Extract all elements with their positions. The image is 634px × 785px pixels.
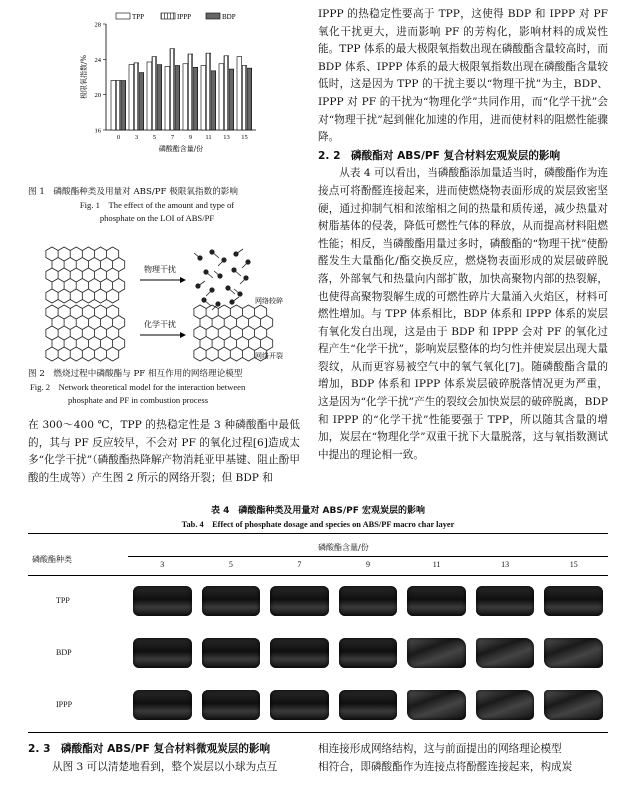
label-fragile: 网络较碎 xyxy=(255,297,283,305)
char-layer-photo xyxy=(476,586,535,616)
bar-tpp xyxy=(237,57,242,130)
x-axis-label: 磷酸酯含量/份 xyxy=(158,145,204,153)
legend-swatch xyxy=(116,13,130,19)
bar-bdp xyxy=(193,67,198,130)
right-column-text xyxy=(318,6,608,464)
x-tick-label: 0 xyxy=(116,134,121,141)
y-tick-label: 16 xyxy=(94,127,101,135)
char-layer-photo xyxy=(407,690,466,720)
char-layer-photo xyxy=(133,690,192,720)
table-row-label: TPP xyxy=(56,596,70,605)
table-column-label: 15 xyxy=(569,560,578,569)
table-body xyxy=(28,576,608,732)
legend-swatch xyxy=(206,13,220,19)
bar-tpp xyxy=(147,62,152,130)
table-col-header: 磷酸酯含量/份 xyxy=(318,543,369,552)
figure-1-caption-en-2: phosphate on the LOI of ABS/PF xyxy=(99,213,215,223)
figure-1-caption-en-1: Fig. 1 The effect of the amount and type of xyxy=(79,200,235,210)
bar-bdp xyxy=(229,69,234,130)
bar-ippp xyxy=(116,81,121,130)
figure-2-caption-en-2: phosphate and PF in combustion process xyxy=(68,395,209,405)
bar-ippp xyxy=(170,49,175,130)
table-row-label: IPPP xyxy=(56,700,73,709)
bar-bdp xyxy=(121,81,126,130)
section-heading-2-3: 2. 3 磷酸酯对 ABS/PF 复合材料微观炭层的影响 xyxy=(28,743,271,755)
legend-label: IPPP xyxy=(177,13,192,21)
table-column-label: 7 xyxy=(297,560,302,569)
x-tick-label: 5 xyxy=(152,134,157,141)
y-tick-label: 20 xyxy=(94,92,101,100)
bar-bdp xyxy=(247,68,252,130)
bar-bdp xyxy=(175,66,180,130)
bar-tpp xyxy=(111,81,116,130)
table-row-label: BDP xyxy=(56,648,72,657)
bar-ippp xyxy=(224,56,229,130)
bar-bdp xyxy=(157,65,162,130)
y-axis-label: 极限氧指数/% xyxy=(80,54,88,100)
bar-tpp xyxy=(219,64,224,130)
bar-ippp xyxy=(206,53,211,130)
paragraph: 从表 4 可以看出，当磷酸酯添加量适当时，磷酸酯作为连接点可将酚醛连接起来，进而使燃烧物表面形成的炭层致密坚硬，通过抑制气相和浓缩相之间的热量和质传递，减少热量对树脂基体的侵袭，降低可燃性气体的释放，从而提高材料阻燃性能；相反，当磷酸酯用量过多时，磷酸酯的“物理干扰”使酚醛发生大量酯化/酯交换反应，燃烧物表面形成的炭层破碎脱落，外部氧气和热量向内部扩散，加快高聚物内部的热裂解，也使得高聚物裂解生成的可燃性碎片大量涌入火焰区，材料可燃性增加。与 TPP 体系相比，BDP 体系和 IPPP 体系的炭层有氧化发白出现，这是由于 BDP 和 IPPP 会对 PF 的氧化过程产生“化学干扰”，影响炭层整体的均匀性并使炭层出现大量裂纹，从而更容易被空气中的氧气氧化[7]。随磷酸酯含量的增加，BDP 体系和 IPPP 体系炭层破碎脱落情况更为严重，这是因为“化学干扰”产生的裂纹会加快炭层的破碎脱离，BDP 和 IPPP 的“化学干扰”性能要强于 TPP，所以随其含量的增加，炭层在“物理化学”双重干扰下大量脱落，这与氧指数测试中提出的理论相一致。 xyxy=(318,167,608,461)
bar-tpp xyxy=(183,64,188,130)
char-layer-photo xyxy=(407,638,466,668)
label-open: 网络开裂 xyxy=(255,352,283,360)
x-tick-label: 11 xyxy=(205,134,212,141)
char-layer-photo xyxy=(476,638,535,668)
bar-bdp xyxy=(211,71,216,130)
legend-label: BDP xyxy=(222,13,236,21)
char-layer-photo xyxy=(339,638,398,668)
paragraph: 从图 3 可以清楚地看到，整个炭层以小球为点互 xyxy=(52,761,278,773)
char-layer-photo xyxy=(202,586,261,616)
char-layer-photo xyxy=(202,690,261,720)
figure-1-caption xyxy=(28,186,286,225)
loi-bar-chart xyxy=(38,10,268,160)
paragraph: IPPP 的热稳定性要高于 TPP，这使得 BDP 和 IPPP 对 PF 氧化干扰更大，进而影响 PF 的芳构化，影响材料的成炭性能。TPP 体系的最大极限氧指数出现在磷酸酯含量较高时，而 BDP 体系、IPPP 体系的最大极限氧指数出现在磷酸酯含量较低时，这是因为 TPP 的干扰主要以“物理干扰”为主，BDP、IPPP 对 PF 的干扰为“物理化学”共同作用，而“化学干扰”会对“物理干扰”起到催化加速的作用，进而使材料的阻燃性能骤降。 xyxy=(318,8,608,144)
table-column-label: 13 xyxy=(501,560,510,569)
arrow-head-icon xyxy=(180,277,186,283)
left-column-text xyxy=(28,417,300,487)
figure-2-caption xyxy=(28,368,298,407)
figure-2-caption-en-1: Fig. 2 Network theoretical model for the interaction between xyxy=(30,382,246,392)
label-physical: 物理干扰 xyxy=(144,265,176,274)
paragraph: 相符合，即磷酸酯作为连接点将酚醛连接起来，构成炭 xyxy=(318,761,573,773)
char-layer-photo xyxy=(270,638,329,668)
label-chemical: 化学干扰 xyxy=(144,320,176,329)
fragmented-network xyxy=(194,249,250,310)
table-4 xyxy=(28,533,608,733)
char-layer-photo xyxy=(202,638,261,668)
figure-2 xyxy=(40,240,300,365)
table-column-labels xyxy=(128,560,608,574)
x-tick-label: 9 xyxy=(188,134,193,141)
char-layer-photo xyxy=(339,586,398,616)
table-column-label: 3 xyxy=(160,560,165,569)
x-tick-label: 3 xyxy=(134,134,139,141)
figure-1-caption-cn: 图 1 磷酸酯种类及用量对 ABS/PF 极限氧指数的影响 xyxy=(28,187,238,197)
char-layer-photo xyxy=(133,638,192,668)
paragraph: 相连接形成网络结构，这与前面提出的网络理论模型 xyxy=(318,743,562,755)
bar-ippp xyxy=(242,66,247,130)
y-tick-label: 24 xyxy=(94,56,101,64)
table-title-en: Tab. 4 Effect of phosphate dosage and species on ABS/PF macro char layer xyxy=(181,520,455,529)
char-layer-photo xyxy=(270,586,329,616)
char-layer-photo xyxy=(270,690,329,720)
char-layer-photo xyxy=(339,690,398,720)
bar-ippp xyxy=(188,54,193,130)
table-title-cn: 表 4 磷酸酯种类及用量对 ABS/PF 宏观炭层的影响 xyxy=(210,506,425,516)
table-column-label: 9 xyxy=(365,560,370,569)
char-layer-photo xyxy=(133,586,192,616)
figure-1 xyxy=(38,10,268,160)
bar-tpp xyxy=(201,66,206,130)
hex-network-bottom xyxy=(46,305,125,361)
char-layer-photo xyxy=(544,638,603,668)
table-column-label: 5 xyxy=(228,560,233,569)
char-layer-photo xyxy=(407,586,466,616)
section-heading-2-2: 2. 2 磷酸酯对 ABS/PF 复合材料宏观炭层的影响 xyxy=(318,149,561,162)
char-layer-photo xyxy=(544,690,603,720)
table-row-header: 磷酸酯种类 xyxy=(32,555,72,564)
y-tick-label: 28 xyxy=(94,21,101,29)
x-tick-label: 13 xyxy=(223,134,230,141)
hex-network-top xyxy=(46,247,125,303)
legend-label: TPP xyxy=(132,13,145,21)
bar-bdp xyxy=(139,73,144,130)
table-column-label: 11 xyxy=(432,560,441,569)
paragraph: 在 300～400 ℃，TPP 的热稳定性是 3 种磷酸酯中最低的，其与 PF 反应较早，不会对 PF 的氧化过程[6]造成太多“化学干扰”（磷酸酯热降解产物消耗亚甲基键、阻止酚甲酸的生成等）产生图 2 所示的网络开裂；但 BDP 和 xyxy=(28,419,300,484)
x-tick-label: 7 xyxy=(170,134,175,141)
legend-swatch xyxy=(161,13,175,19)
arrow-head-icon xyxy=(180,332,186,338)
char-layer-photo xyxy=(476,690,535,720)
char-layer-photo xyxy=(544,586,603,616)
table-4-title xyxy=(28,505,608,531)
bar-tpp xyxy=(129,65,134,130)
bar-tpp xyxy=(165,66,170,130)
bar-ippp xyxy=(134,63,139,130)
bar-ippp xyxy=(152,57,157,130)
table-header-rule xyxy=(128,556,608,557)
x-tick-label: 15 xyxy=(241,134,248,141)
network-model-diagram xyxy=(40,240,300,365)
figure-2-caption-cn: 图 2 燃烧过程中磷酸酯与 PF 相互作用的网络理论模型 xyxy=(28,369,243,379)
